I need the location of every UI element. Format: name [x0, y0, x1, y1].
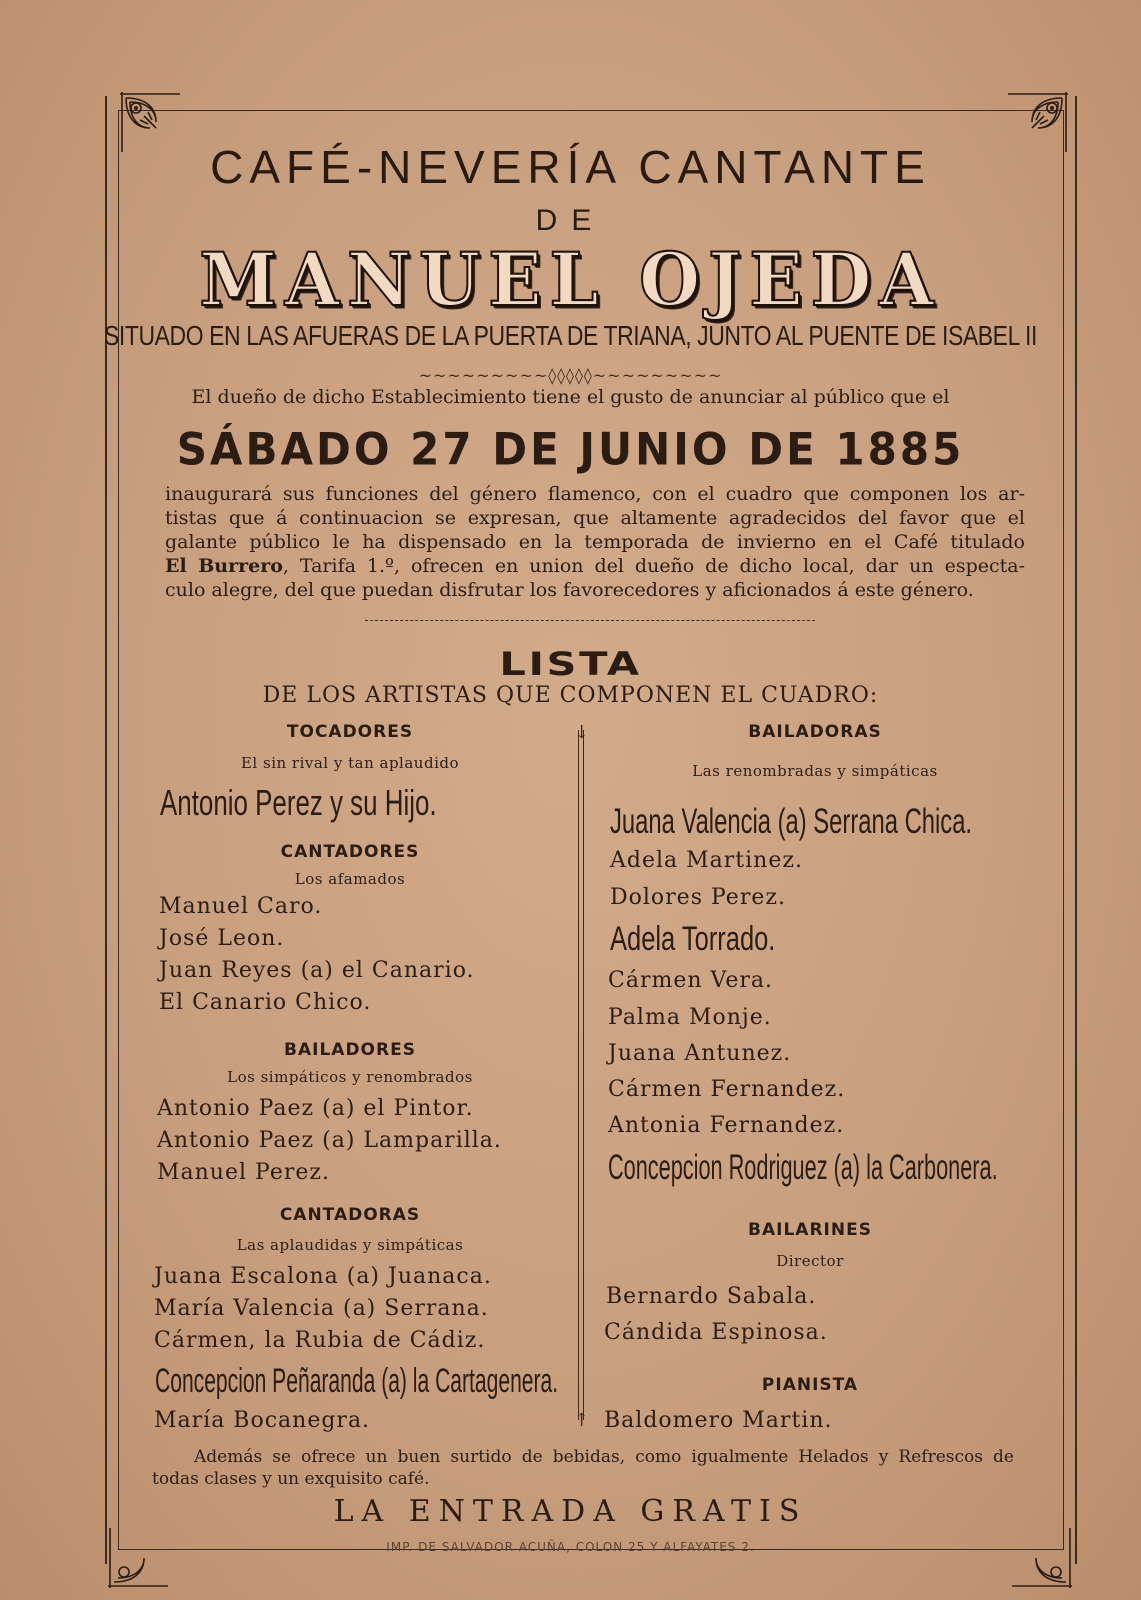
- artist-name: Antonio Perez y su Hijo.: [160, 782, 437, 823]
- artist-name: Antonio Paez (a) Lamparilla.: [157, 1128, 502, 1153]
- sub-cantadores: Los afamados: [294, 870, 406, 888]
- footer-note-line: todas clases y un exquisito café.: [152, 1469, 430, 1489]
- heading-bailadoras: BAILADORAS: [748, 722, 882, 742]
- event-date: SÁBADO 27 DE JUNIO DE 1885: [176, 423, 965, 476]
- heading-cantadoras: CANTADORAS: [279, 1205, 421, 1225]
- lista-title: LISTA: [499, 645, 642, 683]
- artist-name: Manuel Caro.: [159, 894, 323, 919]
- cafe-name-bold: El Burrero: [165, 555, 283, 577]
- artist-name: José Leon.: [159, 926, 285, 951]
- arrow-down-icon: ↓: [574, 722, 590, 743]
- artist-name: Cándida Espinosa.: [604, 1320, 828, 1345]
- heading-bailadores: BAILADORES: [284, 1040, 416, 1060]
- artist-name: Cármen Fernandez.: [608, 1077, 846, 1102]
- divider-ornament: ~~~~~~~~~◊◊◊◊◊~~~~~~~~~: [418, 366, 723, 385]
- sub-bailadores: Los simpáticos y renombrados: [227, 1068, 473, 1086]
- announcement-paragraph: [165, 482, 1025, 602]
- artist-name: Manuel Perez.: [157, 1160, 330, 1185]
- title-de: DE: [535, 204, 606, 237]
- sub-bailadoras: Las renombradas y simpáticas: [692, 762, 938, 780]
- paragraph-line: [165, 554, 1025, 578]
- artist-name: Adela Martinez.: [610, 848, 803, 873]
- paragraph-line: tistas que á continuacion se expresan, que altamente agradecidos del favor que el: [165, 507, 1025, 529]
- printer-imprint: IMP. DE SALVADOR ACUÑA, COLON 25 Y ALFAYATES 2.: [386, 1540, 755, 1554]
- artist-name: Cármen, la Rubia de Cádiz.: [154, 1328, 486, 1353]
- sub-cantadoras: Las aplaudidas y simpáticas: [236, 1236, 464, 1254]
- paragraph-line-rest: , Tarifa 1.º, ofrecen en union del dueño de dicho local, dar un especta-: [282, 555, 1025, 577]
- artist-name: El Canario Chico.: [159, 990, 372, 1015]
- owner-name: MANUEL OJEDA: [199, 235, 942, 324]
- footer-note: [152, 1446, 1014, 1490]
- paragraph-line: galante público le ha dispensado en la temporada de invierno en el Café titulado: [165, 531, 1025, 553]
- artist-name: Juana Escalona (a) Juanaca.: [154, 1264, 492, 1289]
- artist-name: Palma Monje.: [608, 1005, 772, 1030]
- artist-name: Juana Antunez.: [608, 1041, 792, 1066]
- artist-name: Concepcion Rodriguez (a) la Carbonera.: [608, 1148, 998, 1187]
- artist-name: Juana Valencia (a) Serrana Chica.: [610, 802, 973, 841]
- free-entry-banner: LA ENTRADA GRATIS: [333, 1494, 808, 1529]
- artist-name: Cármen Vera.: [608, 968, 774, 993]
- artist-name: Concepcion Peñaranda (a) la Cartagenera.: [155, 1362, 559, 1400]
- cafe-title: CAFÉ-NEVERÍA CANTANTE: [210, 141, 931, 193]
- heading-cantadores: CANTADORES: [280, 842, 420, 862]
- artist-name: Bernardo Sabala.: [606, 1284, 817, 1309]
- dotted-divider: [365, 620, 815, 621]
- paragraph-line: culo alegre, del que puedan disfrutar los favorecedores y aficionados á este género.: [165, 579, 974, 601]
- artist-name: Adela Torrado.: [610, 920, 776, 958]
- artist-name: Dolores Perez.: [610, 885, 786, 910]
- footer-note-line: Además se ofrece un buen surtido de bebidas, como igualmente Helados y Refrescos de: [194, 1447, 1014, 1467]
- arrow-up-icon: ↑: [574, 1410, 590, 1431]
- paragraph-line: inaugurará sus funciones del género flamenco, con el cuadro que componen los ar-: [165, 483, 1025, 505]
- lista-subtitle: DE LOS ARTISTAS QUE COMPONEN EL CUADRO:: [262, 683, 879, 708]
- artist-name: Antonia Fernandez.: [608, 1113, 845, 1138]
- artist-name: María Bocanegra.: [154, 1408, 371, 1433]
- sub-bailarines: Director: [776, 1252, 844, 1270]
- corner-ornament-icon: [1008, 1524, 1076, 1592]
- location-line: SITUADO EN LAS AFUERAS DE LA PUERTA DE TRIANA, JUNTO AL PUENTE DE ISABEL II: [103, 320, 1038, 351]
- artist-name: Antonio Paez (a) el Pintor.: [157, 1096, 474, 1121]
- artist-name: Baldomero Martin.: [604, 1408, 833, 1433]
- corner-ornament-icon: [104, 1524, 172, 1592]
- intro-line: El dueño de dicho Establecimiento tiene el gusto de anunciar al público que el: [191, 386, 950, 408]
- artist-name: Juan Reyes (a) el Canario.: [159, 958, 475, 983]
- sub-tocadores: El sin rival y tan aplaudido: [240, 754, 459, 772]
- artist-name: María Valencia (a) Serrana.: [154, 1296, 489, 1321]
- column-divider: [578, 730, 584, 1420]
- heading-bailarines: BAILARINES: [748, 1220, 872, 1240]
- heading-pianista: PIANISTA: [761, 1375, 859, 1395]
- heading-tocadores: TOCADORES: [286, 722, 414, 742]
